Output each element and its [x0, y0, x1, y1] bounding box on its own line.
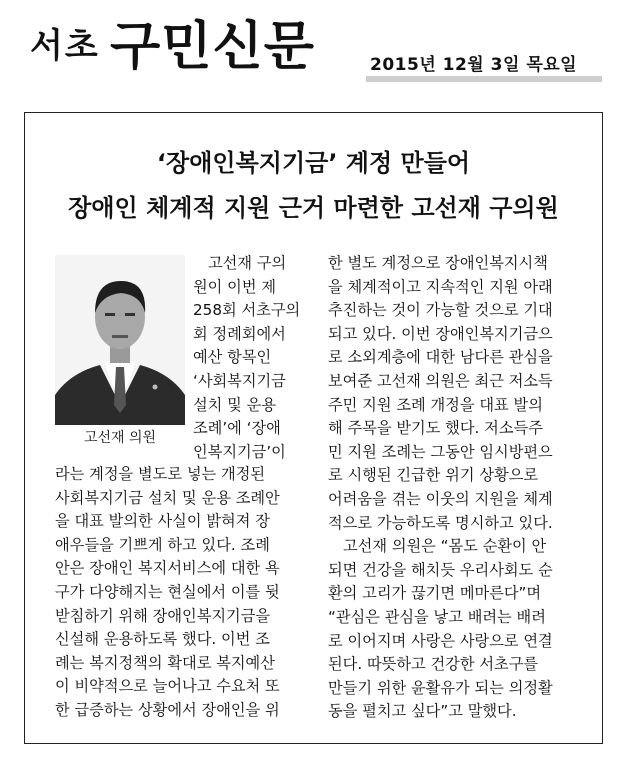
body-line: ‘사회복지기금	[193, 372, 286, 390]
body-line: 예산 항목인	[193, 348, 272, 367]
body-line: 원이 이번 제	[193, 277, 277, 296]
body-line: 설치 및 운용	[193, 395, 277, 414]
body-line: 로 이어지며 사랑은 사랑으로 연결	[328, 631, 553, 650]
body-line: 인복지기금’이	[193, 442, 286, 461]
body-line: 주민 지원 조례 개정을 대표 발의	[328, 395, 543, 414]
body-line: 추진하는 것이 가능할 것으로 기대	[328, 301, 553, 320]
body-line: 이 비약적으로 늘어나고 수요처 또	[55, 677, 280, 696]
body-line: 로 소외계층에 대한 남다른 관심을	[328, 348, 553, 367]
reporter-photo	[55, 255, 185, 425]
body-line: 을 대표 발의한 사실이 밝혀져 장	[55, 512, 270, 531]
body-line: 적으로 가능하도록 명시하고 있다.	[328, 513, 553, 532]
masthead	[0, 0, 626, 100]
body-line: 동을 펼치고 싶다”고 말했다.	[328, 702, 517, 721]
body-line: 258회 서초구의	[193, 301, 301, 320]
body-line: 해 주목을 받기도 했다. 저소득주	[328, 419, 543, 438]
body-line: 로 시행된 긴급한 위기 상황으로	[328, 466, 539, 485]
body-line: 한 별도 계정으로 장애인복지시책	[328, 254, 548, 272]
date-underline	[366, 76, 602, 82]
body-line: 례는 복지정책의 확대로 복지예산	[55, 653, 275, 672]
headline: ‘장애인복지기금’ 계정 만들어	[156, 149, 471, 177]
body-line: 한 급증하는 상황에서 장애인을 위	[55, 701, 280, 719]
body-line: 되면 건강을 해치듯 우리사회도 순	[328, 560, 553, 579]
body-line: 된다. 따뜻하고 건강한 서초구를	[328, 655, 539, 674]
body-line: 보여준 고선재 의원은 최근 저소득	[328, 372, 553, 390]
body-line: 고선재 구의	[208, 254, 287, 272]
body-line: 구가 다양해지는 현실에서 이를 뒷	[55, 583, 280, 601]
body-line: 을 체계적이고 지속적인 지원 아래	[328, 277, 553, 296]
body-line: 어려움을 겪는 이웃의 지원을 체계	[328, 490, 553, 508]
body-line: 사회복지기금 설치 및 운용 조례안	[55, 488, 280, 507]
photo-caption: 고선재 의원	[83, 430, 157, 446]
body-line: 고선재 의원은 “몸도 순환이 안	[343, 537, 547, 556]
issue-date: 2015년 12월 3일 목요일	[370, 55, 578, 75]
body-line: 조례’에 ‘장애	[193, 419, 281, 438]
article-box	[24, 112, 603, 744]
body-line: 안은 장애인 복지서비스에 대한 욕	[55, 559, 280, 578]
body-line: “관심은 관심을 낳고 배려는 배려	[328, 608, 546, 626]
body-line: 민 지원 조례는 그동안 임시방편으	[328, 442, 553, 461]
body-line: 신설해 운용하도록 했다. 이번 조	[55, 630, 270, 649]
subheadline: 장애인 체계적 지원 근거 마련한 고선재 구의원	[68, 194, 559, 222]
body-line: 만들기 위한 윤활유가 되는 의정활	[328, 678, 553, 697]
portrait-image	[55, 255, 185, 425]
body-line: 회 정례회에서	[193, 324, 286, 343]
brand-name-large: 구민신문	[110, 17, 315, 77]
brand-name-small: 서초	[30, 26, 100, 66]
body-line: 환의 고리가 끊기면 메마른다”며	[328, 584, 542, 603]
body-line: 라는 계정을 별도로 넣는 개정된	[55, 465, 266, 483]
body-line: 받침하기 위해 장애인복지기금을	[55, 606, 271, 625]
body-line: 애우들을 기쁘게 하고 있다. 조례	[55, 535, 270, 554]
body-line: 되고 있다. 이번 장애인복지기금으	[328, 324, 553, 343]
